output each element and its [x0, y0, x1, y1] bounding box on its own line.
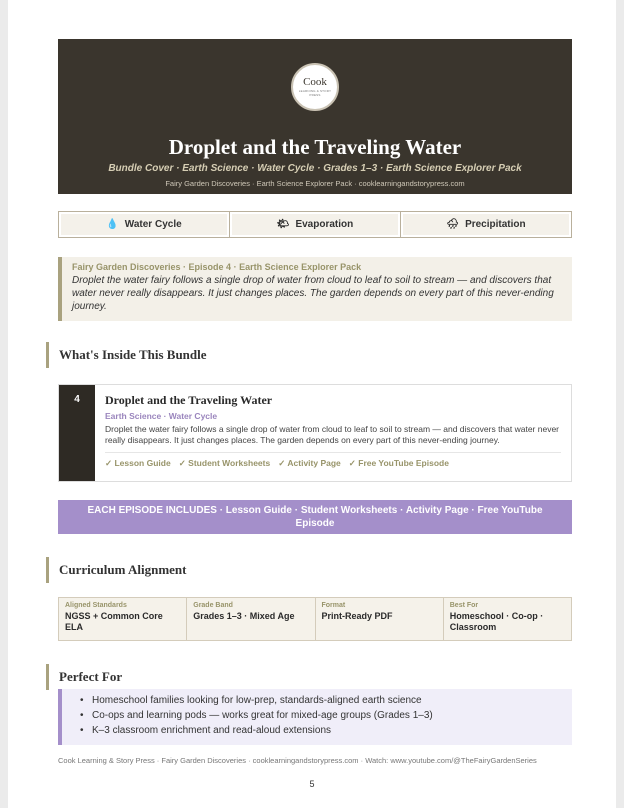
- logo-tagline: LEARNING & STORY PRESS: [298, 89, 332, 97]
- page-number: 5: [309, 779, 315, 789]
- tab-water-cycle: [59, 212, 230, 237]
- cell-value: Print-Ready PDF: [321, 611, 393, 621]
- cell-label: Aligned Standards: [65, 602, 127, 609]
- alignment-cell-format: [316, 598, 444, 640]
- alignment-cell-grade-band: [187, 598, 315, 640]
- episode-includes: [105, 452, 561, 469]
- list-item: • K–3 classroom enrichment and read-aloud extensions: [92, 723, 572, 738]
- cover-header: [58, 39, 572, 194]
- chip-activity-page: ✓ Activity Page: [278, 458, 341, 468]
- cell-value: Grades 1–3 · Mixed Age: [193, 611, 295, 621]
- tab-precipitation: [401, 212, 571, 237]
- droplet-icon: 💧: [106, 219, 119, 230]
- list-item: • Co-ops and learning pods — works great for mixed-age groups (Grades 1–3): [92, 708, 572, 723]
- episode-number: 4: [59, 385, 95, 481]
- section-heading-alignment: Curriculum Alignment: [46, 557, 186, 583]
- alignment-grid: [58, 597, 572, 641]
- section-heading-perfect-for: Perfect For: [46, 664, 122, 690]
- tab-label: Precipitation: [465, 219, 526, 230]
- episode-title: Droplet and the Traveling Water: [105, 393, 273, 407]
- cover-byline: Fairy Garden Discoveries · Earth Science Explorer Pack · cooklearningandstorypress.com: [165, 179, 465, 188]
- section-heading-inside: What's Inside This Bundle: [46, 342, 207, 368]
- episode-tag: Earth Science · Water Cycle: [105, 411, 218, 421]
- tab-label: Water Cycle: [124, 219, 182, 230]
- intro-meta: Fairy Garden Discoveries · Episode 4 · Earth Science Explorer Pack: [72, 262, 362, 272]
- cell-label: Format: [321, 602, 346, 609]
- logo-wordmark: Cook: [303, 76, 327, 88]
- alignment-cell-best-for: [444, 598, 571, 640]
- chip-student-worksheets: ✓ Student Worksheets: [178, 458, 271, 468]
- tab-evaporation: [230, 212, 401, 237]
- page: [8, 0, 616, 808]
- cell-value: Homeschool · Co-op · Classroom: [449, 611, 544, 632]
- cell-label: Best For: [449, 602, 479, 609]
- list-item: • Homeschool families looking for low-prep, standards-aligned earth science: [92, 693, 572, 708]
- episode-intro: [58, 257, 572, 321]
- includes-banner: EACH EPISODE INCLUDES · Lesson Guide · Student Worksheets · Activity Page · Free YouTube Episode: [58, 500, 572, 534]
- cell-value: NGSS + Common Core ELA: [65, 611, 163, 632]
- publisher-logo: [291, 63, 339, 111]
- perfect-for-list: [58, 689, 572, 745]
- cover-subtitle: Bundle Cover · Earth Science · Water Cycle · Grades 1–3 · Earth Science Explorer Pack: [108, 163, 522, 174]
- cell-label: Grade Band: [193, 602, 233, 609]
- episode-body: [95, 385, 571, 481]
- chip-lesson-guide: ✓ Lesson Guide: [105, 458, 171, 468]
- intro-description: Droplet the water fairy follows a single drop of water from cloud to leaf to soil to stream — and discovers that water never really disappears. It just changes places. The garden depends on every part of this never-ending journey.: [72, 275, 554, 312]
- page-title: Droplet and the Traveling Water: [168, 135, 462, 159]
- rain-cloud-icon: 🌧: [446, 219, 460, 230]
- episode-description: Droplet the water fairy follows a single drop of water from cloud to leaf to soil to stream — and discovers that water never really disappears. It just changes places. The garden depends on every part of this never-ending journey.: [105, 424, 560, 445]
- page-footer: Cook Learning & Story Press · Fairy Garden Discoveries · cooklearningandstorypress.com · Watch: www.youtube.com/@TheFairyGardenSeries: [58, 756, 537, 765]
- sun-cloud-icon: 🌤: [276, 219, 290, 230]
- episode-card: [58, 384, 572, 482]
- chip-youtube-episode: ✓ Free YouTube Episode: [348, 458, 449, 468]
- tab-label: Evaporation: [295, 219, 354, 230]
- alignment-cell-standards: [59, 598, 187, 640]
- topic-tabs: [58, 211, 572, 238]
